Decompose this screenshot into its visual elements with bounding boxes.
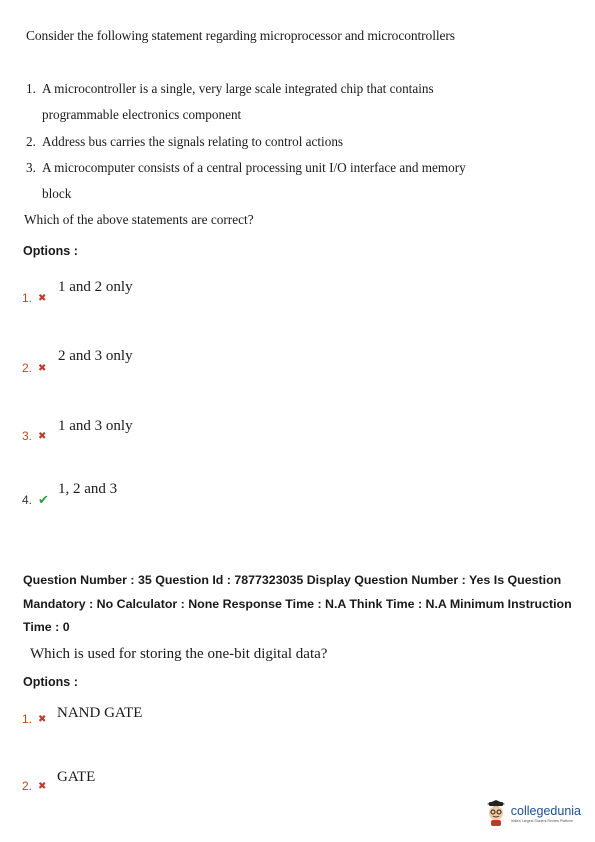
option-number: 2. [22, 779, 33, 793]
options-label: Options : [23, 675, 78, 689]
option-1-number [22, 291, 46, 305]
statement-1-continued: programmable electronics component [42, 107, 242, 122]
statement-text: Address bus carries the signals relating to control actions [42, 134, 344, 149]
option-2-number [22, 779, 46, 793]
option-text: 1 and 2 only [58, 279, 133, 295]
statement-3-continued: block [42, 186, 72, 201]
option-number: 1. [22, 291, 33, 305]
statement-2 [26, 135, 343, 148]
metadata-line: Mandatory : No Calculator : None Response Time : N.A Think Time : N.A Minimum Instruction [23, 596, 572, 611]
brand-tagline: India's Largest Student Review Platform [510, 818, 573, 823]
metadata-line: Time : 0 [23, 620, 70, 634]
cross-icon: ✖ [38, 362, 47, 374]
question-text: Which is used for storing the one-bit digital data? [30, 646, 328, 662]
option-text: NAND GATE [57, 705, 143, 721]
option-text: 1 and 3 only [58, 418, 133, 434]
brand-name: collegedunia [510, 803, 581, 818]
option-2-number [22, 361, 46, 375]
option-number: 1. [22, 712, 33, 726]
option-text: GATE [57, 769, 96, 785]
collegedunia-logo [485, 800, 581, 826]
option-text: 1, 2 and 3 [58, 481, 118, 497]
statement-number: 3. [26, 160, 36, 175]
statement-text: A microcontroller is a single, very large scale integrated chip that contains [42, 81, 434, 96]
option-text: 2 and 3 only [58, 348, 133, 364]
cross-icon: ✖ [38, 713, 47, 725]
metadata-line: Question Number : 35 Question Id : 7877323035 Display Question Number : Yes Is Question [23, 573, 562, 587]
mascot-icon [485, 800, 507, 826]
option-number: 4. [22, 493, 33, 507]
question-metadata [23, 569, 583, 640]
options-label: Options : [23, 244, 78, 258]
statement-3 [26, 161, 466, 174]
cross-icon: ✖ [38, 430, 47, 442]
option-number: 2. [22, 361, 33, 375]
statement-number: 2. [26, 134, 36, 149]
option-3-number [22, 429, 46, 443]
question-text: Consider the following statement regarding microprocessor and microcontrollers [26, 28, 455, 43]
question-prompt: Which of the above statements are correct? [24, 212, 254, 227]
statement-number: 1. [26, 81, 36, 96]
option-number: 3. [22, 429, 33, 443]
option-1-number [22, 712, 46, 726]
cross-icon: ✖ [38, 780, 47, 792]
cross-icon: ✖ [38, 292, 47, 304]
logo-text [511, 804, 581, 823]
checkmark-icon: ✔ [38, 492, 49, 507]
statement-text: A microcomputer consists of a central processing unit I/O interface and memory [42, 160, 466, 175]
statement-1 [26, 82, 434, 95]
option-4-number [22, 492, 49, 508]
